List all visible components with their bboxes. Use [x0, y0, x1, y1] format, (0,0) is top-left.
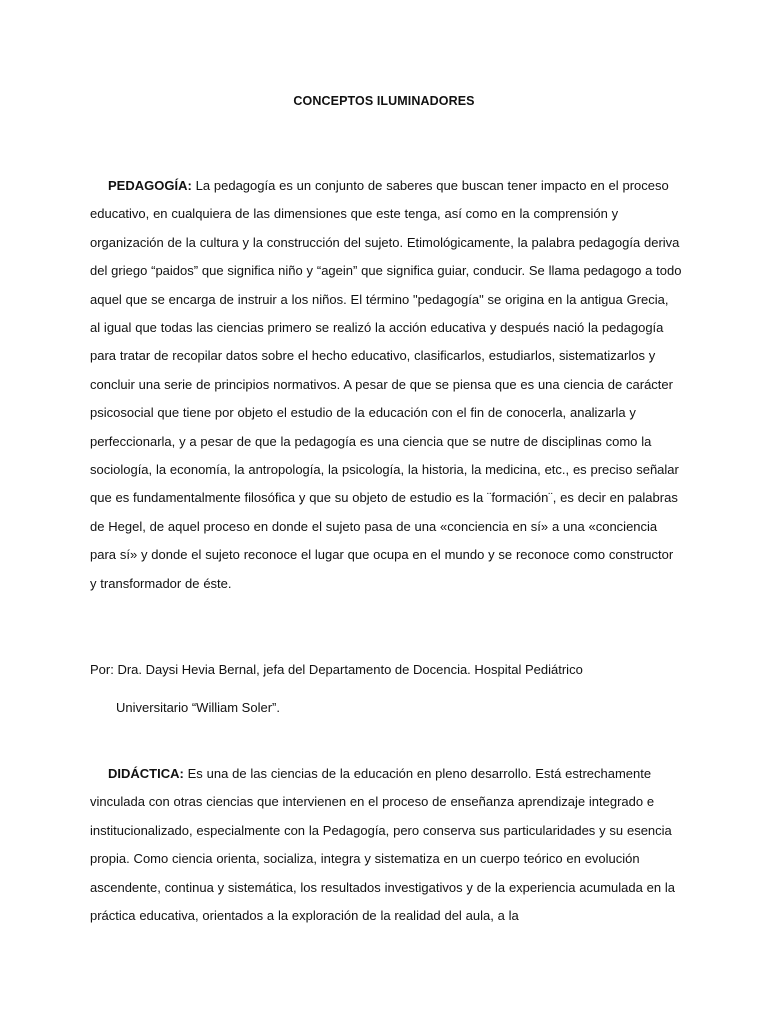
document-title: CONCEPTOS ILUMINADORES — [293, 94, 475, 108]
author-byline-continued: Universitario “William Soler”. — [116, 700, 280, 715]
definition-text-pedagogia: La pedagogía es un conjunto de saberes que buscan tener impacto en el proceso educativo, en cualquiera de las dimensiones que este tenga, así como en la comprensión y organización de la cultura y la construcción del sujeto. Etimológicamente, la palabra pedagogía deriva del griego “paidos” que significa niño y “agein” que significa guiar, conducir. Se llama pedagogo a todo aquel que se encarga de instruir a los niños. El término "pedagogía" se origina en la antigua Grecia, al igual que todas las ciencias primero se realizó la acción educativa y después nació la pedagogía para tratar de recopilar datos sobre el hecho educativo, clasificarlos, estudiarlos, sistematizarlos y concluir una serie de principios normativos. A pesar de que se piensa que es una ciencia de carácter psicosocial que tiene por objeto el estudio de la educación con el fin de conocerla, analizarla y perfeccionarla, y a pesar de que la pedagogía es una ciencia que se nutre de disciplinas como la sociología, la economía, la antropología, la psicología, la historia, la medicina, etc., es preciso señalar que es fundamentalmente filosófica y que su objeto de estudio es la ¨formación¨, es decir en palabras de Hegel, de aquel proceso en donde el sujeto pasa de una «conciencia en sí» a una «conciencia para sí» y donde el sujeto reconoce el lugar que ocupa en el mundo y se reconoce como constructor y transformador de éste. — [90, 178, 682, 591]
paragraph-didactica — [90, 760, 682, 930]
paragraph-pedagogia — [90, 172, 682, 598]
term-label-didactica: DIDÁCTICA: — [108, 766, 184, 781]
term-label-pedagogia: PEDAGOGÍA: — [108, 178, 192, 193]
author-byline: Por: Dra. Daysi Hevia Bernal, jefa del Departamento de Docencia. Hospital Pediátrico — [90, 662, 583, 677]
definition-text-didactica: Es una de las ciencias de la educación en pleno desarrollo. Está estrechamente vinculada con otras ciencias que intervienen en el proceso de enseñanza aprendizaje integrado e institucionalizado, especialmente con la Pedagogía, pero conserva sus particularidades y su esencia propia. Como ciencia orienta, socializa, integra y sistematiza en un cuerpo teórico en evolución ascendente, continua y sistemática, los resultados investigativos y de la experiencia acumulada en la práctica educativa, orientados a la exploración de la realidad del aula, a la — [90, 766, 676, 924]
